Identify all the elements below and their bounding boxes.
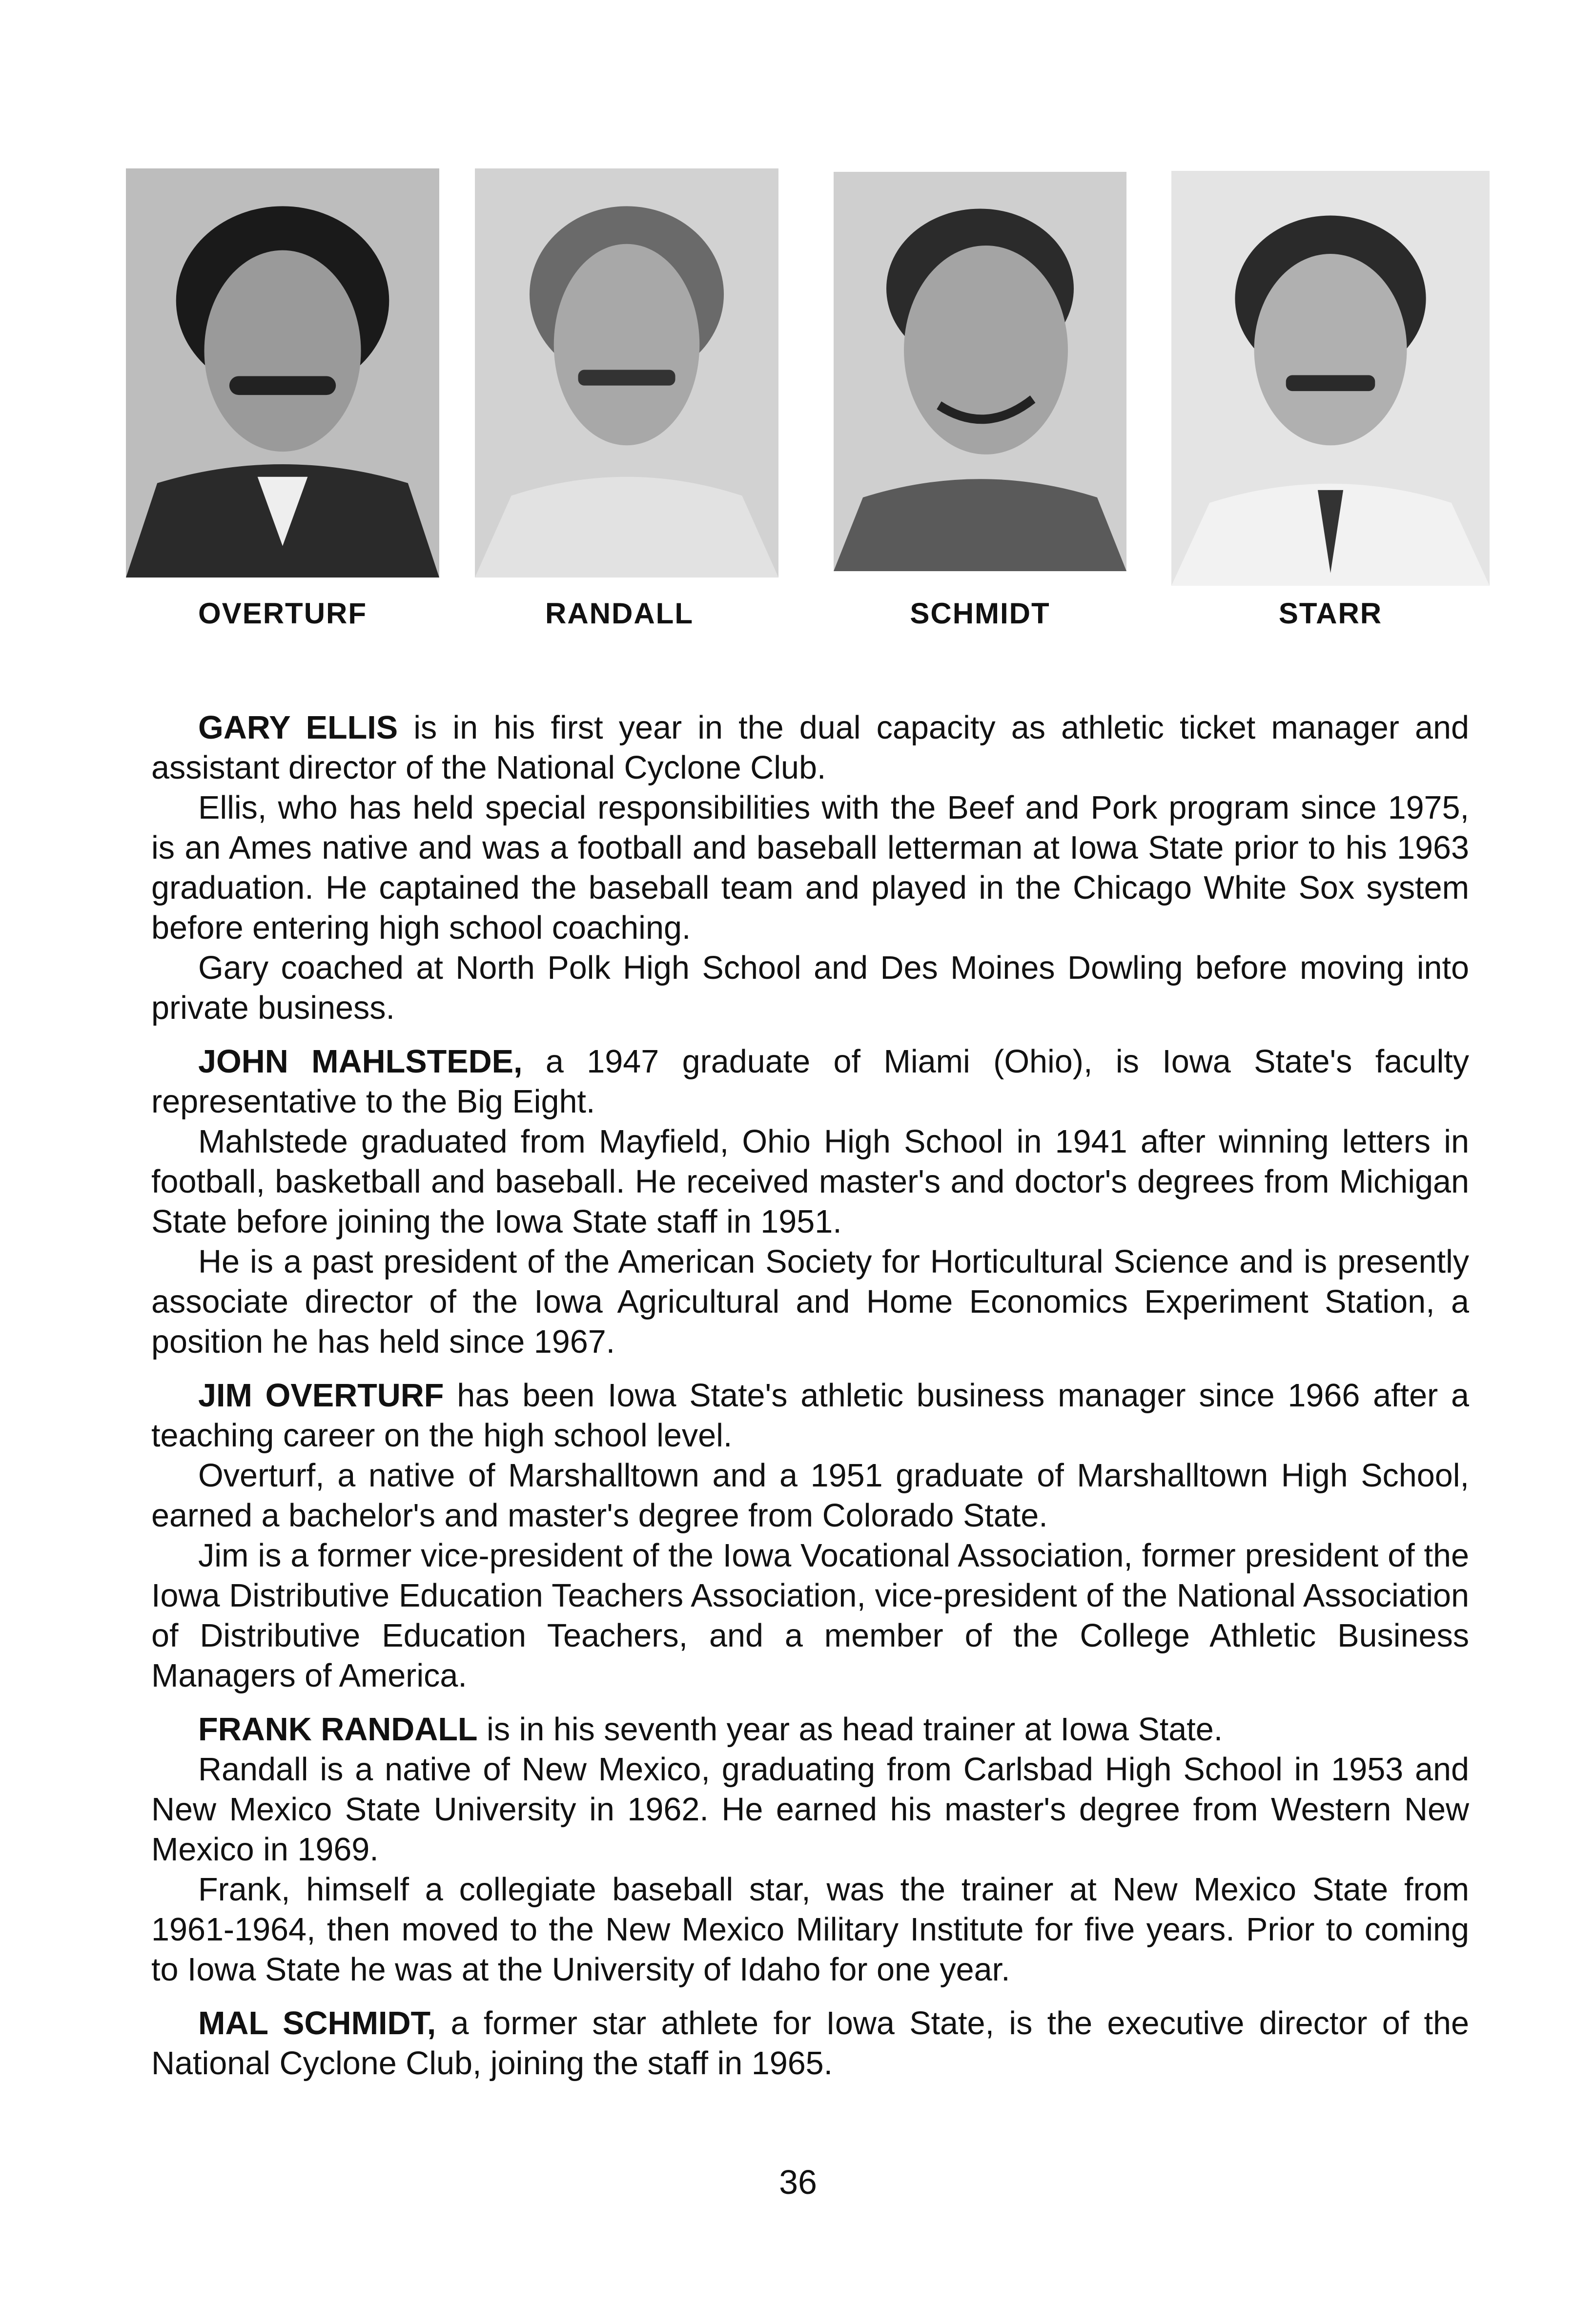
bio-name: FRANK RANDALL xyxy=(198,1712,478,1748)
photo-overturf xyxy=(126,168,439,578)
bio-paragraph xyxy=(151,2003,1469,2084)
bio-name: MAL SCHMIDT, xyxy=(198,2005,436,2042)
page-number: 36 xyxy=(779,2163,817,2201)
bio-paragraph: Frank, himself a collegiate baseball star, was the trainer at New Mexico State from 1961-1964, then moved to the New Mexico Military Institute for five years. Prior to coming to Iowa State he was at the University of Idaho for one year. xyxy=(151,1872,1469,1988)
bio-intro: is in his seventh year as head trainer at Iowa State. xyxy=(477,1712,1223,1748)
bio-name: JIM OVERTURF xyxy=(198,1378,444,1414)
photo-caption: OVERTURF xyxy=(198,597,367,630)
bio-paragraph: Randall is a native of New Mexico, graduating from Carlsbad High School in 1953 and New Mexico State University in 1962. He earned his master's degree from Western New Mexico in 1969. xyxy=(151,1752,1469,1868)
portrait-image xyxy=(834,172,1126,571)
portrait-image xyxy=(126,168,439,578)
bio-text xyxy=(151,708,1469,2084)
bio-paragraph xyxy=(151,1376,1469,1456)
bio-intro: a former star athlete for Iowa State, is the executive director of the National Cyclone Club, joining the staff in 1965. xyxy=(151,2005,1469,2082)
bio-paragraph: Ellis, who has held special responsibilities with the Beef and Pork program since 1975, is an Ames native and was a football and baseball letterman at Iowa State prior to his 1963 graduation. He captained the baseball team and played in the Chicago White Sox system before entering high school coaching. xyxy=(151,790,1469,946)
photo-schmidt xyxy=(834,172,1126,571)
bio-name: GARY ELLIS xyxy=(198,710,398,746)
photo-caption: RANDALL xyxy=(545,597,694,630)
photo-randall xyxy=(475,168,778,578)
bio-paragraph xyxy=(151,1042,1469,1122)
bio-intro: has been Iowa State's athletic business manager since 1966 after a teaching career on the high school level. xyxy=(151,1378,1469,1454)
photo-caption: SCHMIDT xyxy=(910,597,1050,630)
bio-paragraph: Jim is a former vice-president of the Iowa Vocational Association, former president of the Iowa Distributive Education Teachers Association, vice-president of the National Association of Distributive Education Teachers, and a member of the College Athletic Business Managers of America. xyxy=(151,1538,1469,1694)
bio-paragraph xyxy=(151,1710,1469,1750)
bio-intro: is in his first year in the dual capacity as athletic ticket manager and assistant director of the National Cyclone Club. xyxy=(151,710,1469,786)
bio-name: JOHN MAHLSTEDE, xyxy=(198,1044,523,1080)
photo-starr xyxy=(1171,171,1490,586)
bio-paragraph: He is a past president of the American Society for Horticultural Science and is presently associate director of the Iowa Agricultural and Home Economics Experiment Station, a position he has held since 1967. xyxy=(151,1244,1469,1360)
bio-paragraph: Overturf, a native of Marshalltown and a 1951 graduate of Marshalltown High School, earned a bachelor's and master's degree from Colorado State. xyxy=(151,1458,1469,1534)
bio-paragraph: Mahlstede graduated from Mayfield, Ohio High School in 1941 after winning letters in football, basketball and baseball. He received master's and doctor's degrees from Michigan State before joining the Iowa State staff in 1951. xyxy=(151,1124,1469,1240)
portrait-image xyxy=(475,168,778,578)
bio-paragraph xyxy=(151,708,1469,788)
bio-paragraph: Gary coached at North Polk High School and Des Moines Dowling before moving into private business. xyxy=(151,950,1469,1026)
photo-caption: STARR xyxy=(1278,597,1383,630)
portrait-image xyxy=(1171,171,1490,586)
bio-intro: a 1947 graduate of Miami (Ohio), is Iowa State's faculty representative to the Big Eight. xyxy=(151,1044,1469,1120)
